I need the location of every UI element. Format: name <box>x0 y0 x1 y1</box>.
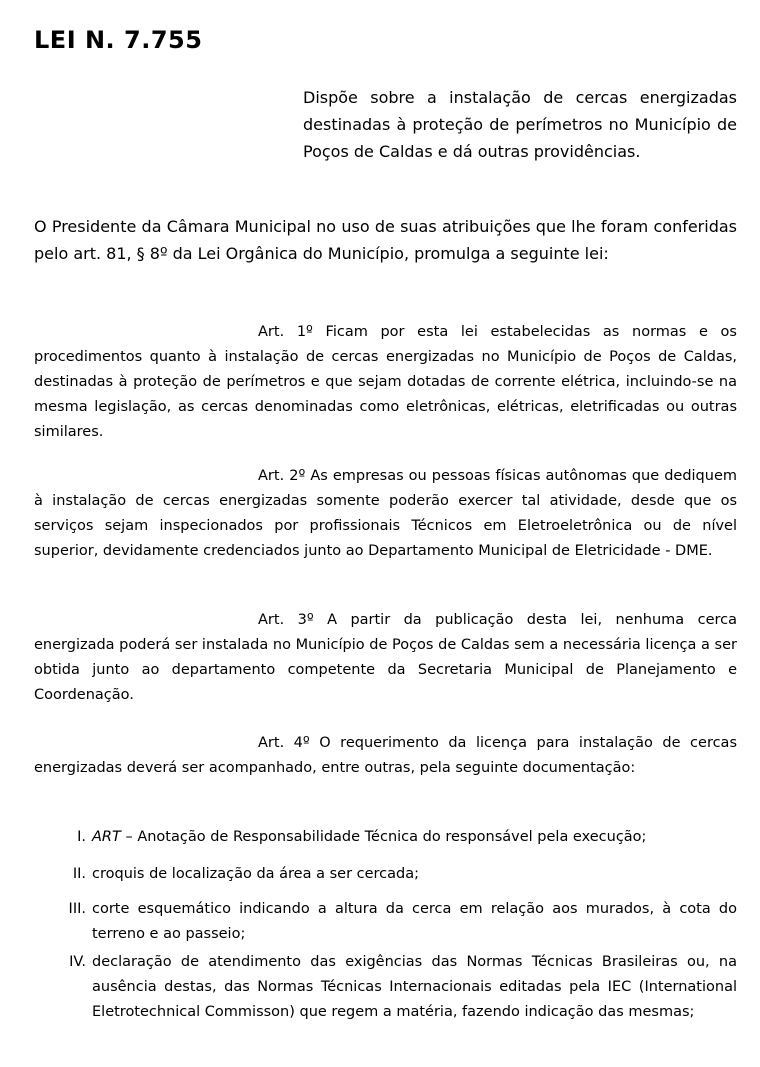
law-summary: Dispõe sobre a instalação de cercas energizadas destinadas à proteção de perímetros no Município de Poços de Caldas e dá outras providências. <box>303 88 737 161</box>
list-item-iii <box>34 897 737 947</box>
article-2: Art. 2º As empresas ou pessoas físicas autônomas que dediquem à instalação de cercas energizadas somente poderão exercer tal atividade, desde que os serviços sejam inspecionados por profissionais Técnicos em Eletroeletrônica ou de nível superior, devidamente credenciados junto ao Departamento Municipal de Eletricidade - DME. <box>34 468 737 559</box>
article-3: Art. 3º A partir da publicação desta lei, nenhuma cerca energizada poderá ser instalada no Município de Poços de Caldas sem a necessária licença a ser obtida junto ao departamento competente da Secretaria Municipal de Planejamento e Coordenação. <box>34 612 737 703</box>
list-text: declaração de atendimento das exigências das Normas Técnicas Brasileiras ou, na ausência destas, das Normas Técnicas Internacionais editadas pela IEC (International Eletrotechnical Commisson) que regem a matéria, fazendo indicação das mesmas; <box>92 954 737 1020</box>
list-item-ii <box>34 862 737 887</box>
list-number: III. <box>68 901 86 917</box>
list-item-i <box>34 825 737 850</box>
list-number: II. <box>72 866 86 882</box>
article-1: Art. 1º Ficam por esta lei estabelecidas as normas e os procedimentos quanto à instalação de cercas energizadas no Município de Poços de Caldas, destinadas à proteção de perímetros e que sejam dotadas de corrente elétrica, incluindo-se na mesma legislação, as cercas denominadas como eletrônicas, elétricas, eletrificadas ou outras similares. <box>34 324 737 440</box>
list-number: I. <box>77 829 86 845</box>
list-text: – Anotação de Responsabilidade Técnica do responsável pela execução; <box>120 829 647 845</box>
law-title: LEI N. 7.755 <box>34 26 203 54</box>
list-lead: ART <box>92 829 121 845</box>
list-item-iv <box>34 950 737 1025</box>
list-number: IV. <box>69 954 86 970</box>
list-text: croquis de localização da área a ser cercada; <box>92 866 420 882</box>
article-4: Art. 4º O requerimento da licença para instalação de cercas energizadas deverá ser acompanhado, entre outras, pela seguinte documentação: <box>34 735 737 776</box>
preamble: O Presidente da Câmara Municipal no uso de suas atribuições que lhe foram conferidas pelo art. 81, § 8º da Lei Orgânica do Município, promulga a seguinte lei: <box>34 217 737 263</box>
list-text: corte esquemático indicando a altura da cerca em relação aos murados, à cota do terreno e ao passeio; <box>92 901 737 942</box>
